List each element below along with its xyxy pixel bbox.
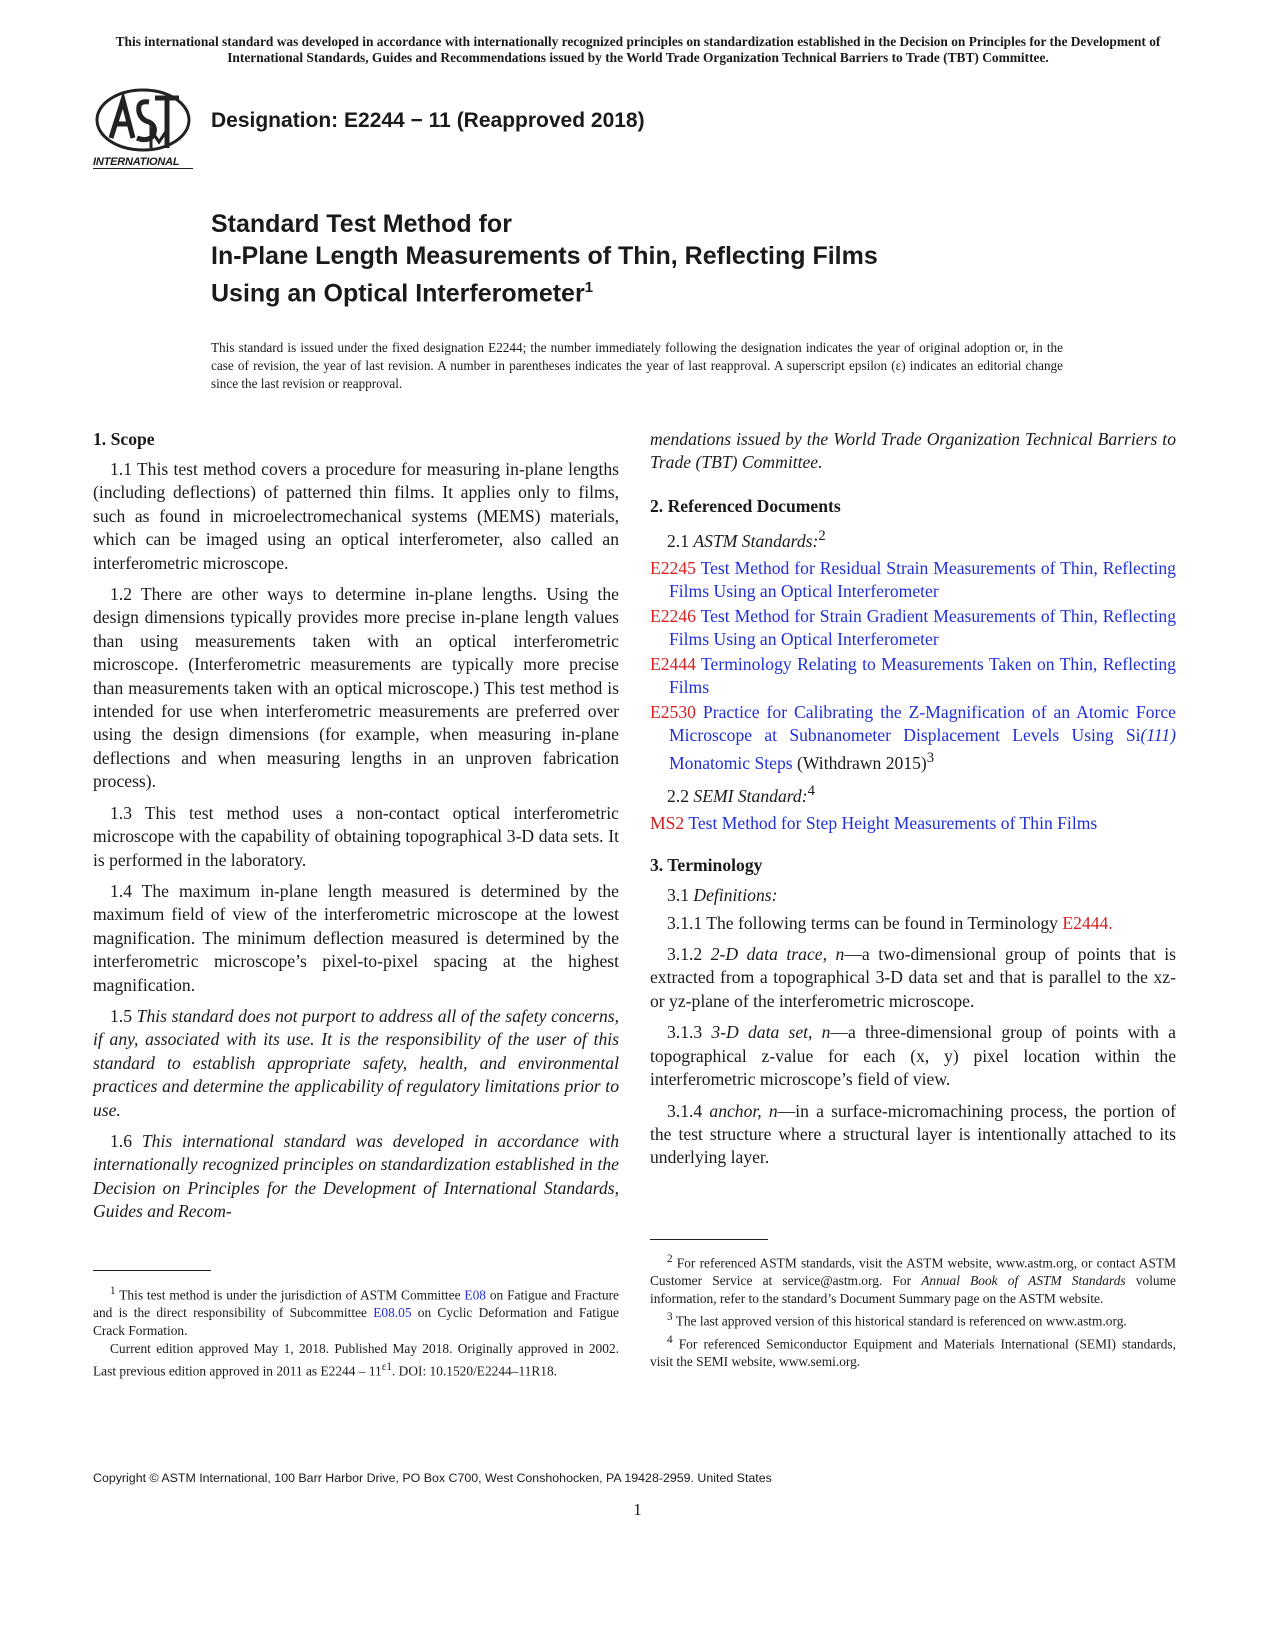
footnote-4-mark: 4 xyxy=(667,1333,673,1346)
issue-note: This standard is issued under the fixed designation E2244; the number immediately following the designation indicates the year of original adoption or, in the case of revision, the year of last revision. A number in parentheses indicates the year of last reapproval. A superscript epsilon (ε) indicates an editorial change since the last revision or reapproval. xyxy=(211,340,1063,391)
footnote-1-text-b: on Fatigue and Fracture and is the direct responsibility of Subcommittee xyxy=(93,1287,619,1321)
footnote-2-mark: 2 xyxy=(667,1253,673,1265)
para-1-1: 1.1 This test method covers a procedure for measuring in-plane lengths (including deflections) of patterned thin films. It applies only to films, such as found in microelectromechanical systems (MEMS) materials, which can be imaged using an optical interferometer, also called an interferometric microscope. xyxy=(93,459,619,573)
para-1-6-text: This international standard was developed in accordance with internationally recognized principles on standardization established in the Decision on Principles for the Development of International Standards, Guides and Recom- xyxy=(93,1130,619,1222)
definitions-label xyxy=(667,884,1176,907)
reference-title[interactable]: Test Method for Strain Gradient Measurements of Thin, Reflecting Films Using an Optical Interferometer xyxy=(669,605,1176,650)
logo-caption: INTERNATIONAL xyxy=(93,156,193,169)
footnote-2-text-a: For referenced ASTM standards, visit the ASTM website, www.astm.org, or contact ASTM Customer Service at service@astm.org. For xyxy=(650,1255,1176,1289)
semi-standard-footnote-mark: 4 xyxy=(807,782,815,799)
reference-title-italic[interactable]: (111) xyxy=(1140,724,1176,745)
definitions-number: 3.1 xyxy=(667,885,689,906)
title-line-3 xyxy=(211,272,878,309)
footnotes-right xyxy=(650,1250,1176,1371)
term-anchor: anchor, n xyxy=(709,1100,778,1121)
astm-standards-label xyxy=(667,525,1176,553)
reference-code[interactable]: E2530 xyxy=(650,701,696,722)
reference-code[interactable]: E2444 xyxy=(650,653,696,674)
title-line-1: Standard Test Method for xyxy=(211,210,512,238)
footnote-1-mark: 1 xyxy=(110,1285,116,1297)
reference-code[interactable]: E2245 xyxy=(650,558,696,579)
para-1-5-text: This standard does not purport to address all of the safety concerns, if any, associated with its use. It is the responsibility of the user of this standard to establish appropriate safety, health, and environmental practices and determine the applicability of regulatory limitations prior to use. xyxy=(93,1005,619,1120)
designation: Designation: E2244 − 11 (Reapproved 2018) xyxy=(211,109,645,132)
astm-standards-text: ASTM Standards: xyxy=(693,530,819,551)
footnote-3-mark: 3 xyxy=(667,1311,673,1324)
para-3-1-2-number: 3.1.2 xyxy=(667,944,703,965)
reference-withdrawn-note: (Withdrawn 2015) xyxy=(797,753,927,774)
page-number: 1 xyxy=(633,1500,642,1519)
title-line-3-text: Using an Optical Interferometer xyxy=(211,279,585,308)
reference-title[interactable]: Test Method for Step Height Measurements of Thin Films xyxy=(688,812,1098,833)
references-heading: 2. Referenced Documents xyxy=(650,495,841,516)
reference-title-end[interactable]: Monatomic Steps xyxy=(669,753,793,774)
para-3-1-3-number: 3.1.3 xyxy=(667,1022,703,1043)
reference-code[interactable]: MS2 xyxy=(650,812,685,833)
footnote-1-text-a: This test method is under the jurisdiction of ASTM Committee xyxy=(119,1287,461,1303)
footnote-1-text-c: on Cyclic Deformation and Fatigue Crack Formation. xyxy=(93,1305,620,1339)
para-3-1-1-text: 3.1.1 The following terms can be found in Terminology xyxy=(667,912,1058,933)
edition-text-a: Current edition approved May 1, 2018. Published May 2018. Originally approved in 2002. Last previous edition approved in 2011 as E2244 – 11 xyxy=(93,1341,619,1379)
semi-standard-label xyxy=(667,780,1176,808)
term-3d-data-set: 3-D data set, n xyxy=(711,1022,831,1043)
footnote-1-edition xyxy=(93,1340,619,1380)
astm-standards-number: 2.1 xyxy=(667,530,689,551)
para-1-6-continued xyxy=(650,428,1176,475)
footnote-1 xyxy=(93,1282,619,1340)
subcommittee-e08-05-link[interactable]: E08.05 xyxy=(373,1305,412,1321)
reference-title[interactable]: Test Method for Residual Strain Measurements of Thin, Reflecting Films Using an Optical Interferometer xyxy=(669,558,1176,602)
term-2d-data-trace: 2-D data trace, n xyxy=(710,944,845,965)
para-3-1-2-text: —a two-dimensional group of points that is extracted from a topographical 3-D data set and that is parallel to the xz- or yz-plane of the interferometric microscope. xyxy=(650,944,1176,1011)
para-3-1-4-text: —in a surface-micromachining process, the portion of the test structure where a structural layer is intentionally attached to its underlying layer. xyxy=(650,1100,1176,1168)
reference-e2530[interactable] xyxy=(650,701,1176,776)
edition-epsilon: ε1 xyxy=(381,1361,392,1374)
para-1-5-number: 1.5 xyxy=(110,1005,132,1026)
terminology-heading: 3. Terminology xyxy=(650,855,763,876)
committee-e08-link[interactable]: E08 xyxy=(464,1287,486,1303)
reference-e2444[interactable] xyxy=(650,653,1176,700)
para-3-1-4 xyxy=(650,1100,1176,1170)
footnote-4-text: For referenced Semiconductor Equipment and Materials International (SEMI) standards, visit the SEMI website, www.semi.org. xyxy=(650,1336,1176,1370)
terminology-e2444-link[interactable]: E2444. xyxy=(1062,912,1113,933)
left-column xyxy=(93,428,619,1232)
para-1-6-number: 1.6 xyxy=(110,1130,132,1151)
standard-title xyxy=(211,208,878,309)
para-3-1-4-number: 3.1.4 xyxy=(667,1100,703,1121)
astm-standards-footnote-mark: 2 xyxy=(818,527,826,544)
astm-logo-mark xyxy=(93,86,193,156)
semi-standard-text: SEMI Standard: xyxy=(693,785,808,806)
footnote-4 xyxy=(650,1331,1176,1371)
reference-title[interactable]: Practice for Calibrating the Z-Magnification of an Atomic Force Microscope at Subnanometer Displacement Levels Using Si xyxy=(669,701,1176,745)
right-column xyxy=(650,428,1176,1178)
para-1-3: 1.3 This test method uses a non-contact optical interferometric microscope with the capability of obtaining topographical 3-D data sets. It is performed in the laboratory. xyxy=(93,802,619,870)
edition-text-b: . DOI: 10.1520/E2244–11R18. xyxy=(391,1363,558,1379)
footnote-2-italic: Annual Book of ASTM Standards xyxy=(921,1273,1126,1289)
para-1-4: 1.4 The maximum in-plane length measured is determined by the maximum field of view of the interferometric microscope at the lowest magnification. The minimum deflection measured is determined by the interferometric microscope’s pixel-to-pixel spacing at the highest magnification. xyxy=(93,880,619,995)
definitions-text: Definitions: xyxy=(693,885,778,906)
reference-e2245[interactable] xyxy=(650,557,1176,604)
para-3-1-3-text: —a three-dimensional group of points with a topographical z-value for each (x, y) pixel location within the interferometric microscope’s field of view. xyxy=(650,1022,1176,1090)
title-line-2: In-Plane Length Measurements of Thin, Reflecting Films xyxy=(211,242,878,270)
para-3-1-1 xyxy=(650,912,1176,935)
astm-logo xyxy=(93,86,193,176)
scope-heading: 1. Scope xyxy=(93,429,155,449)
footnote-3-text: The last approved version of this historical standard is referenced on www.astm.org. xyxy=(675,1313,1127,1329)
reference-ms2[interactable] xyxy=(650,812,1176,835)
copyright-line: Copyright © ASTM International, 100 Barr Harbor Drive, PO Box C700, West Conshohocken, PA 19428-2959. United States xyxy=(93,1471,772,1485)
para-1-6 xyxy=(93,1130,619,1224)
reference-code[interactable]: E2246 xyxy=(650,605,696,626)
footnote-3 xyxy=(650,1308,1176,1330)
footnote-2 xyxy=(650,1250,1176,1308)
footnote-rule-left xyxy=(93,1270,211,1271)
para-3-1-2 xyxy=(650,943,1176,1013)
reference-footnote-mark: 3 xyxy=(926,750,935,767)
para-1-2: 1.2 There are other ways to determine in-plane lengths. Using the design dimensions typically provides more precise in-plane length values than using measurements taken with an optical interferometric microscope. (Interferometric measurements are typically more precise than measurements taken with an optical microscope.) This test method is intended for use when interferometric measurements are preferred over using the design dimensions (for example, when measuring in-plane deflections and when measuring lengths in an unproven fabrication process). xyxy=(93,584,619,792)
tbt-notice: This international standard was developed in accordance with internationally recognized principles on standardization established in the Decision on Principles for the Development of International Standards, Guides and Recommendations issued by the World Trade Organization Technical Barriers to Trade (TBT) Committee. xyxy=(115,34,1161,65)
para-1-5 xyxy=(93,1005,619,1122)
semi-standard-number: 2.2 xyxy=(667,785,689,806)
footnote-rule-right xyxy=(650,1239,768,1240)
title-footnote-mark: 1 xyxy=(584,279,594,296)
reference-title[interactable]: Terminology Relating to Measurements Taken on Thin, Reflecting Films xyxy=(669,653,1176,698)
para-3-1-3 xyxy=(650,1021,1176,1091)
para-1-6-continued-text: mendations issued by the World Trade Organization Technical Barriers to Trade (TBT) Committee. xyxy=(650,429,1176,473)
reference-e2246[interactable] xyxy=(650,605,1176,652)
footnote-2-text-b: volume information, refer to the standard’s Document Summary page on the ASTM website. xyxy=(650,1273,1176,1307)
footnotes-left xyxy=(93,1282,619,1381)
